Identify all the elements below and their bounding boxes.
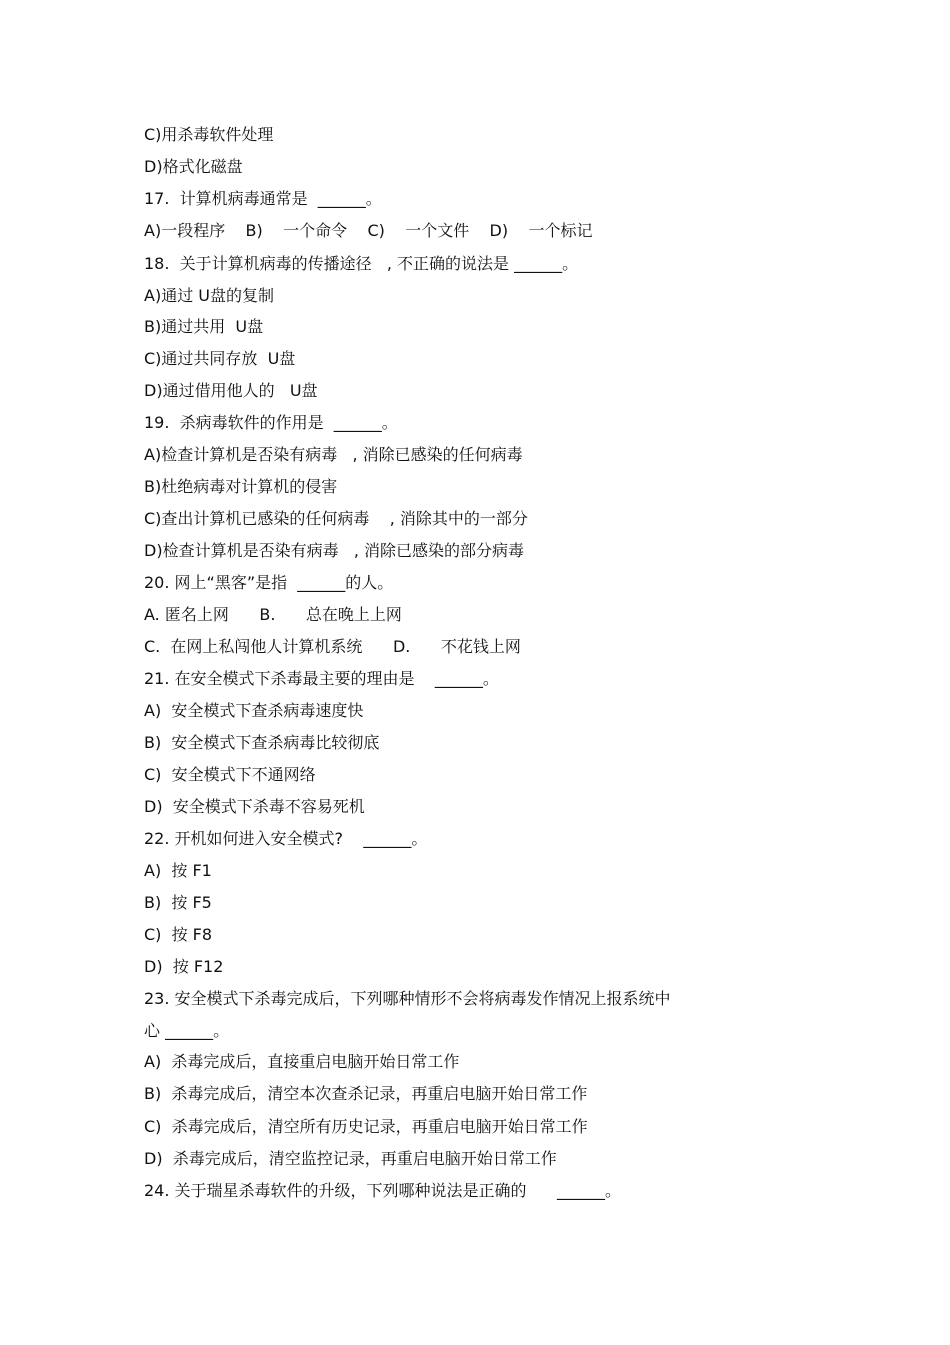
text-line: 心 ______。 [144,1021,230,1040]
text-line: D)格式化磁盘 [144,157,243,176]
question-19: 19. 杀病毒软件的作用是 ______。 [144,413,398,432]
text-line: A)通过 U盘的复制 [144,286,274,305]
text-line: D) 安全模式下杀毒不容易死机 [144,797,365,816]
question-22: 22. 开机如何进入安全模式? ______。 [144,829,428,848]
question-17: 17. 计算机病毒通常是 ______。 [144,189,382,208]
text-line: D) 杀毒完成后，清空监控记录，再重启电脑开始日常工作 [144,1149,557,1168]
text-line: A. 匿名上网 B. 总在晚上上网 [144,605,402,624]
text-line: C)查出计算机已感染的任何病毒 , 消除其中的一部分 [144,509,528,528]
text-line: D)检查计算机是否染有病毒 , 消除已感染的部分病毒 [144,541,524,560]
text-line: B)杜绝病毒对计算机的侵害 [144,477,338,496]
text-line: B) 杀毒完成后，清空本次查杀记录，再重启电脑开始日常工作 [144,1084,588,1103]
text-line: B) 安全模式下查杀病毒比较彻底 [144,733,380,752]
text-line: B)通过共用 U盘 [144,317,264,336]
text-line: A)一段程序 B) 一个命令 C) 一个文件 D) 一个标记 [144,221,593,240]
question-20: 20. 网上“黑客”是指 ______的人。 [144,573,394,592]
text-line: C. 在网上私闯他人计算机系统 D. 不花钱上网 [144,637,521,656]
question-23: 23. 安全模式下杀毒完成后，下列哪种情形不会将病毒发作情况上报系统中 [144,989,671,1008]
text-line: B) 按 F5 [144,893,212,912]
text-line: A)检查计算机是否染有病毒 , 消除已感染的任何病毒 [144,445,523,464]
text-line: C)用杀毒软件处理 [144,125,274,144]
question-24: 24. 关于瑞星杀毒软件的升级，下列哪种说法是正确的 ______。 [144,1181,622,1200]
text-line: C) 按 F8 [144,925,213,944]
text-line: A) 安全模式下查杀病毒速度快 [144,701,364,720]
text-line: D) 按 F12 [144,957,224,976]
text-line: D)通过借用他人的 U盘 [144,381,318,400]
question-18: 18. 关于计算机病毒的传播途径 , 不正确的说法是 ______。 [144,254,579,273]
text-line: A) 杀毒完成后，直接重启电脑开始日常工作 [144,1052,460,1071]
text-line: C) 安全模式下不通网络 [144,765,316,784]
text-line: C)通过共同存放 U盘 [144,349,296,368]
text-line: A) 按 F1 [144,861,212,880]
text-line: C) 杀毒完成后，清空所有历史记录，再重启电脑开始日常工作 [144,1117,588,1136]
question-21: 21. 在安全模式下杀毒最主要的理由是 ______。 [144,669,499,688]
